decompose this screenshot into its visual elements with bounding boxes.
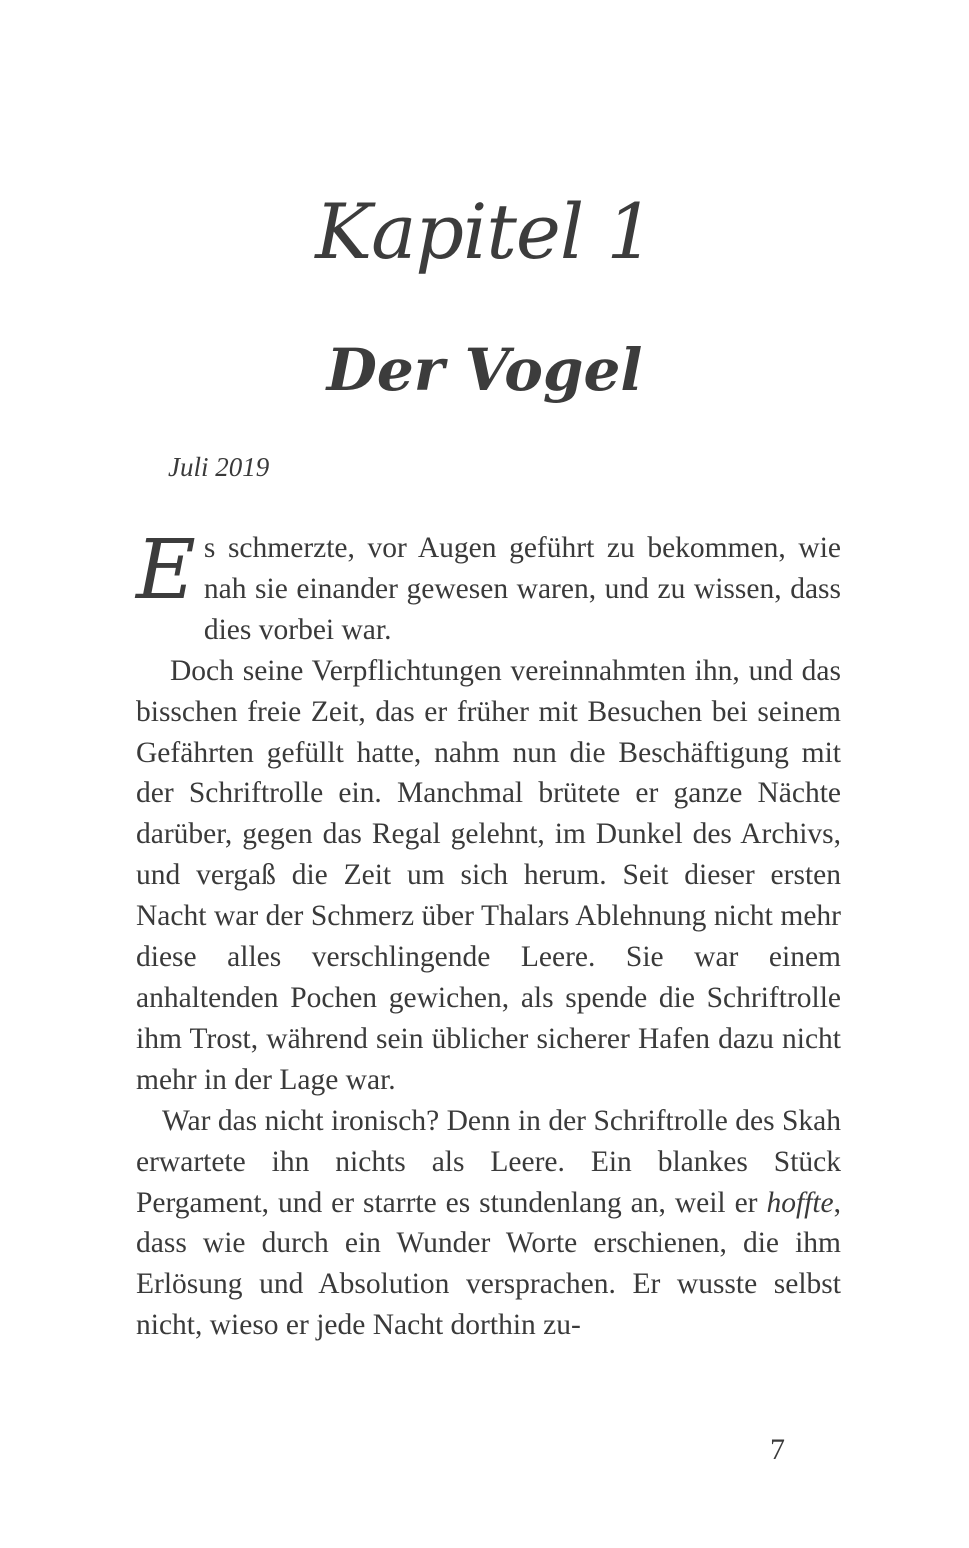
chapter-subtitle: Der Vogel [326, 336, 643, 404]
page-number: 7 [770, 1433, 785, 1466]
paragraph-text: , dass wie durch ein Wunder Worte erschienen, die ihm Erlösung und Absolution versprachen. Er wusste selbst nicht, wieso er jede Nacht dorthin zu- [136, 1186, 841, 1342]
paragraph: Doch seine Verpflichtungen vereinnahmten ihn, und das bisschen freie Zeit, das er früher mit Besuchen bei seinem Gefährten gefüllt hatte, nahm nun die Beschäftigung mit der Schriftrolle ein. Manchmal brütete er ganze Nächte darüber, gegen das Regal gelehnt, im Dunkel des Archivs, und vergaß die Zeit um sich herum. Seit dieser ersten Nacht war der Schmerz über Thalars Ablehnung nicht mehr diese alles verschlingende Leere. Sie war einem anhaltenden Pochen gewichen, als spende die Schriftrolle ihm Trost, während sein üblicher sicherer Hafen dazu nicht mehr in der Lage war. [136, 654, 841, 1096]
chapter-title: Kapitel 1 [315, 187, 654, 276]
dateline: Juli 2019 [168, 452, 270, 482]
paragraph-opening-text: s schmerzte, vor Augen geführt zu bekommen, wie nah sie einander gewesen waren, und zu wissen, dass dies vorbei war. [203, 532, 841, 646]
paragraph-opening [136, 523, 841, 651]
drop-cap: E [136, 523, 196, 618]
emphasized-word: hoffte [766, 1186, 834, 1219]
paragraph-text: War das nicht ironisch? Denn in der Schriftrolle des Skah erwartete ihn nichts als Leere. Ein blankes Stück Pergament, und er starrte es stundenlang an, weil er [136, 1104, 841, 1219]
body-text [136, 523, 841, 1346]
paragraph [136, 1101, 841, 1346]
